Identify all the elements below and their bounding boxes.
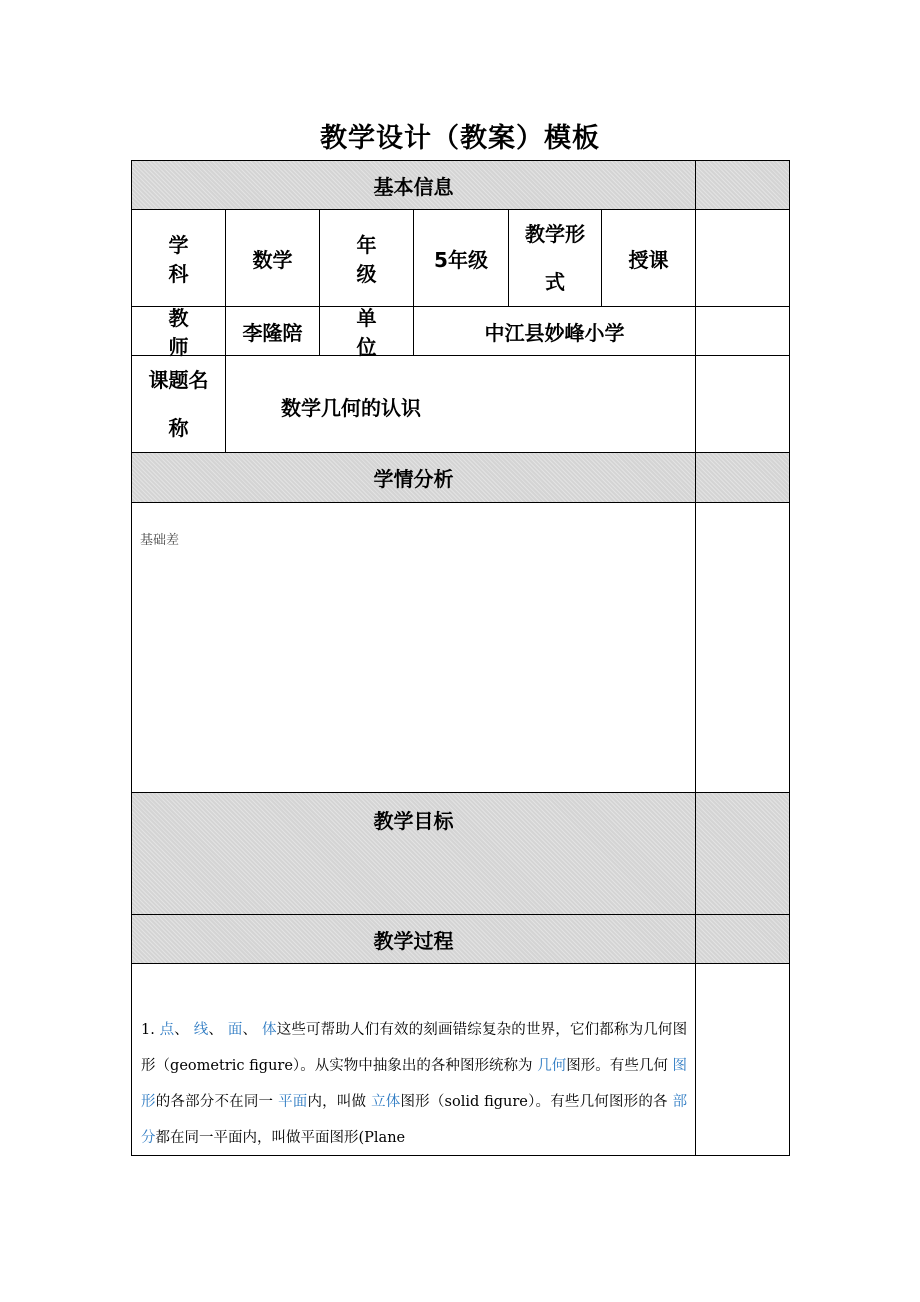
side-column-cell <box>695 452 790 503</box>
side-column-cell <box>695 963 790 1156</box>
teacher-value-cell <box>225 306 320 356</box>
process-paragraph <box>141 1012 687 1156</box>
side-column-cell <box>695 306 790 356</box>
basic-info-header-text: 基本信息 <box>373 174 454 199</box>
basic-info-header <box>131 160 696 210</box>
analysis-header <box>131 452 696 503</box>
grade-label: 年 级 <box>356 233 395 286</box>
process-text-b: 图形。有些几何 <box>566 1058 668 1074</box>
unit-value: 中江县妙峰小学 <box>484 320 625 345</box>
subject-label-cell <box>131 209 226 307</box>
grade-label-cell <box>319 209 414 307</box>
process-text-f: 都在同一平面内，叫做平面图形(Plane <box>155 1130 406 1146</box>
teacher-label: 教 师 <box>168 306 207 359</box>
form-label-cell <box>508 209 602 307</box>
keyword-plane: 平面 <box>278 1094 308 1110</box>
analysis-header-text: 学情分析 <box>373 467 454 491</box>
document-title: 教学设计（教案）模板 <box>320 123 600 154</box>
keyword-part: 部分 <box>141 1094 688 1146</box>
analysis-content: 基础差 <box>140 533 180 548</box>
process-text-c: 的各部分不在同一 <box>155 1094 274 1110</box>
topic-value: 数学几何的认识 <box>281 396 421 420</box>
topic-label-line2: 称 <box>168 416 189 440</box>
form-value-cell <box>601 209 696 307</box>
side-column-cell <box>695 355 790 453</box>
grade-value: 5年级 <box>434 247 488 272</box>
keyword-face: 面 <box>227 1022 243 1038</box>
analysis-content-cell <box>131 502 696 793</box>
separator: 、 <box>242 1022 258 1038</box>
unit-label-cell <box>319 306 414 359</box>
objectives-header-text: 教学目标 <box>373 809 454 833</box>
separator: 、 <box>174 1022 189 1038</box>
side-column-cell <box>695 502 790 793</box>
grade-value-cell <box>413 209 509 307</box>
subject-label: 学 科 <box>168 233 207 286</box>
form-value: 授课 <box>628 247 669 272</box>
topic-label-cell <box>131 355 226 453</box>
subject-value: 数学 <box>252 247 293 272</box>
separator: 、 <box>208 1022 224 1038</box>
keyword-geometry: 几何 <box>537 1058 567 1074</box>
form-label-line1: 教学形 <box>525 222 585 246</box>
subject-value-cell <box>225 209 320 307</box>
keyword-body: 体 <box>262 1022 277 1038</box>
process-header <box>131 914 696 964</box>
keyword-figure: 图形 <box>141 1058 688 1110</box>
process-text-e: 图形（solid figure）。有些几何图形的各 <box>400 1094 668 1110</box>
form-label-line2: 式 <box>545 270 565 294</box>
objectives-header <box>131 792 696 915</box>
process-text-a: 这些可帮助人们有效的刻画错综复杂的世界，它们都称为几何图形（geometric figure）。从实物中抽象出的各种图形统称为 <box>141 1022 688 1074</box>
unit-value-cell <box>413 306 696 356</box>
keyword-point: 点 <box>159 1022 175 1038</box>
unit-label: 单 位 <box>356 306 395 359</box>
topic-label-line1: 课题名 <box>148 368 209 392</box>
teacher-label-cell <box>131 306 226 359</box>
process-content-cell <box>131 963 696 1156</box>
side-column-cell <box>695 792 790 915</box>
process-number: 1. <box>141 1022 155 1038</box>
side-column-cell <box>695 209 790 307</box>
keyword-line: 线 <box>193 1022 209 1038</box>
side-column-cell <box>695 914 790 964</box>
teacher-value: 李隆陪 <box>242 320 303 345</box>
side-column-cell <box>695 160 790 210</box>
process-text-d: 内，叫做 <box>307 1094 367 1110</box>
topic-value-cell <box>225 355 696 453</box>
keyword-solid: 立体 <box>371 1094 401 1110</box>
process-header-text: 教学过程 <box>373 928 454 953</box>
